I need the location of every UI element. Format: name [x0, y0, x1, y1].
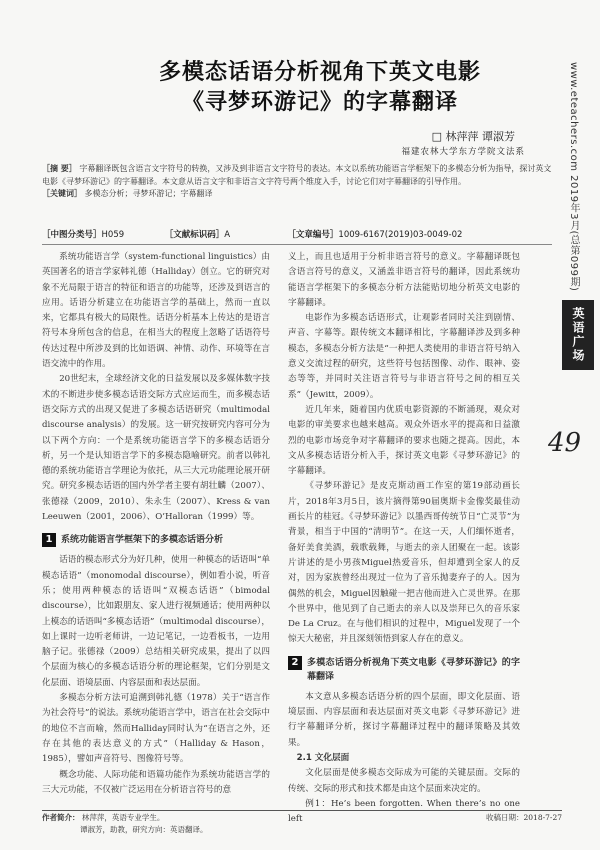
paragraph: 本文意从多模态话语分析的四个层面，即文化层面、语境层面、内容层面和表达层面对英文电影《寻梦环游记》进行字幕翻译分析，探讨字幕翻译过程中的翻译策略及其效果。: [288, 691, 520, 748]
paragraph: 《寻梦环游记》是皮克斯动画工作室的第19部动画长片，2018年3月5日，该片摘得第90届奥斯卡金像奖最佳动画长片的桂冠。《寻梦环游记》以墨西哥传统节日“亡灵节”为背景，相当于中国的“清明节”。在这一天，人们缅怀逝者，备好美食美酒，载歌载舞，与逝去的亲人团聚在一起。该影片讲述的是小男孩Miguel热爱音乐，但却遭到全家人的反对，因为家族曾经出现过一位为了音乐抛妻弃子的人。因为偶然的机会，Miguel因触碰一把吉他而进入亡灵世界。在那个世界中，他见到了自己逝去的亲人以及崇拜已久的音乐家De La Cruz。在与他们相识的过程中，Miguel发现了一个惊天大秘密，并且深刻领悟到家人存在的意义。: [288, 481, 520, 645]
paragraph: 义上，而且也适用于分析非语言符号的意义。字幕翻译既包含语言符号的意义，又涵盖非语言符号的翻译，因此系统功能语言学框架下的多模态分析方法能贴切地分析英文电影的字幕翻译。: [288, 252, 520, 308]
article-number: 1009-6167(2019)03-0049-02: [338, 230, 463, 240]
doc-value: A: [224, 230, 231, 240]
clc-value: H059: [101, 230, 125, 240]
abstract: [42, 163, 552, 201]
page-number: 49: [548, 428, 582, 458]
paragraph: 系统功能语言学（system-functional linguistics）由英国著名的语言学家韩礼德（Halliday）创立。它的研究对象不光局限于语言的特征和语言的功能等，还涉及到语言的应用。话语分析建立在功能语言学的基础上，然而一直以来，它都具有极大的局限性。话语分析基本上传达的是语言符号本身所包含的信息，在相当大的程度上忽略了话语符号传达过程中所涉及到的比如语调、神情、动作、环境等在言语交流中的作用。: [42, 252, 270, 370]
footer: [42, 812, 562, 836]
paragraph: 话语的模态形式分为好几种，使用一种模态的话语叫“单模态话语”（monomodal discourse），例如看小说，听音乐；使用两种模态的话语叫“双模态话语”（bimodal discourse），比如跟朋友、家人进行视频通话；使用两种以上模态的话语叫“多模态话语”（multimodal discourse），如上课时一边听老师讲，一边记笔记，一边看板书，一边用脑子记。张德禄（2009）总结相关研究成果，提出了以四个层面为核心的多模态话语分析的理论框架，它们分别是文化层面、语境层面、内容层面和表达层面。: [42, 555, 270, 688]
abstract-label: ［摘 要］: [42, 164, 77, 173]
paragraph: 20世纪末，全球经济文化的日益发展以及多媒体数字技术的不断进步使多模态话语交际方式应运而生，而多模态话语交际方式的出现又促进了多模态话语研究（multimodal discourse analysis）的发展。这一研究按研究内容可分为以下两个方向：一个是系统功能语言学下的多模态话语分析，另一个是认知语言学下的多模态隐喻研究。前者以韩礼德的系统功能语言学理论为依托，从三大元功能理论展开研究。研究多模态话语的国内外学者主要有胡壮麟（2007）、张德禄（2009，2010）、朱永生（2007）、Kress & van Leeuwen（2001，2006）、O’Halloran（1999）等。: [42, 374, 270, 523]
right-column: [288, 250, 520, 827]
paragraph: 多模态分析方法可追溯到韩礼德（1978）关于“语言作为社会符号”的说法。系统功能语言学中，语言在社会交际中的地位不言而喻，然而Halliday同时认为“在语言之外，还存在其他的表达意义的方式”（Halliday & Hason，1985），譬如声音符号、图像符号等。: [42, 693, 270, 765]
clc-label: ［中图分类号］: [42, 230, 102, 240]
paragraph: 例1：He’s been forgotten. When there’s no one left: [288, 798, 520, 825]
paragraph: 近几年来，随着国内优质电影资源的不断涌现，观众对电影的审美要求也越来越高。观众外语水平的提高和日益激烈的电影市场竞争对字幕翻译的要求也随之提高。因此，本文从多模态话语分析入手，探讨英文电影《寻梦环游记》的字幕翻译。: [288, 404, 520, 477]
keywords: 多模态分析；寻梦环游记；字幕翻译: [84, 189, 213, 198]
article-number-label: ［文章编号］: [287, 230, 339, 240]
author-bio-2: 谭淑芳，助教，研究方向：英语翻译。: [80, 825, 208, 834]
abstract-text: 字幕翻译既包含语言文字符号的转换，又涉及到非语言文字符号的表达。本文以系统功能语言学框架下的多模态分析为指导，探讨英文电影《寻梦环游记》的字幕翻译。本文意从语言文字和非语言文字符号两个维度入手，讨论它们对字幕翻译的引导作用。: [42, 164, 552, 186]
affiliation: 福建农林大学东方学院文法系: [401, 147, 525, 157]
article-meta: [42, 228, 552, 240]
section-heading-1: [42, 533, 270, 547]
author-bio-1: 林萍萍，英语专业学生。: [81, 813, 165, 822]
article-title-line1: 多模态话语分析视角下英文电影: [158, 60, 481, 85]
section-tab: 英语广场: [562, 300, 594, 370]
journal-header-vertical: www.eteachers.com 2019年3月(总第099期): [568, 62, 579, 292]
section-number: 2: [288, 656, 302, 670]
footer-label: 作者简介：: [42, 813, 80, 822]
footer-divider: [42, 810, 562, 811]
paragraph: 电影作为多模态话语形式，让观影者同时关注到剧情、声音、字幕等。跟传统文本翻译相比，字幕翻译涉及到多种模态，多模态分析方法是“一种把人类使用的非语言符号纳入意义交流过程的研究，这些符号包括图像、动作、眼神、姿态等等，并同时关注语言符号与非语言符号之间的相互关系”（Jewitt，2009）。: [288, 313, 520, 400]
paragraph: 文化层面是使多模态交际成为可能的关键层面。交际的传统、交际的形式和技术都是由这个层面来决定的。: [288, 768, 520, 794]
received-date: 收稿日期：2018-7-27: [486, 813, 562, 822]
section-number: 1: [42, 533, 56, 547]
doc-label: ［文献标识码］: [164, 230, 225, 240]
section-title: 系统功能语言学框架下的多模态话语分析: [61, 535, 224, 546]
left-column: [42, 250, 270, 798]
subsection-heading: 2.1 文化层面: [296, 752, 350, 763]
section-heading-2: [288, 656, 520, 684]
divider: [42, 244, 552, 245]
section-title: 多模态话语分析视角下英文电影《寻梦环游记》的字幕翻译: [307, 657, 520, 682]
keywords-label: ［关键词］: [42, 189, 82, 198]
article-title-line2: 《寻梦环游记》的字幕翻译: [181, 90, 458, 115]
paragraph: 概念功能、人际功能和语篇功能作为系统功能语言学的三大元功能，不仅被广泛运用在分析语言符号的意: [42, 769, 270, 795]
authors: □ 林萍萍 谭淑芳: [431, 130, 515, 143]
